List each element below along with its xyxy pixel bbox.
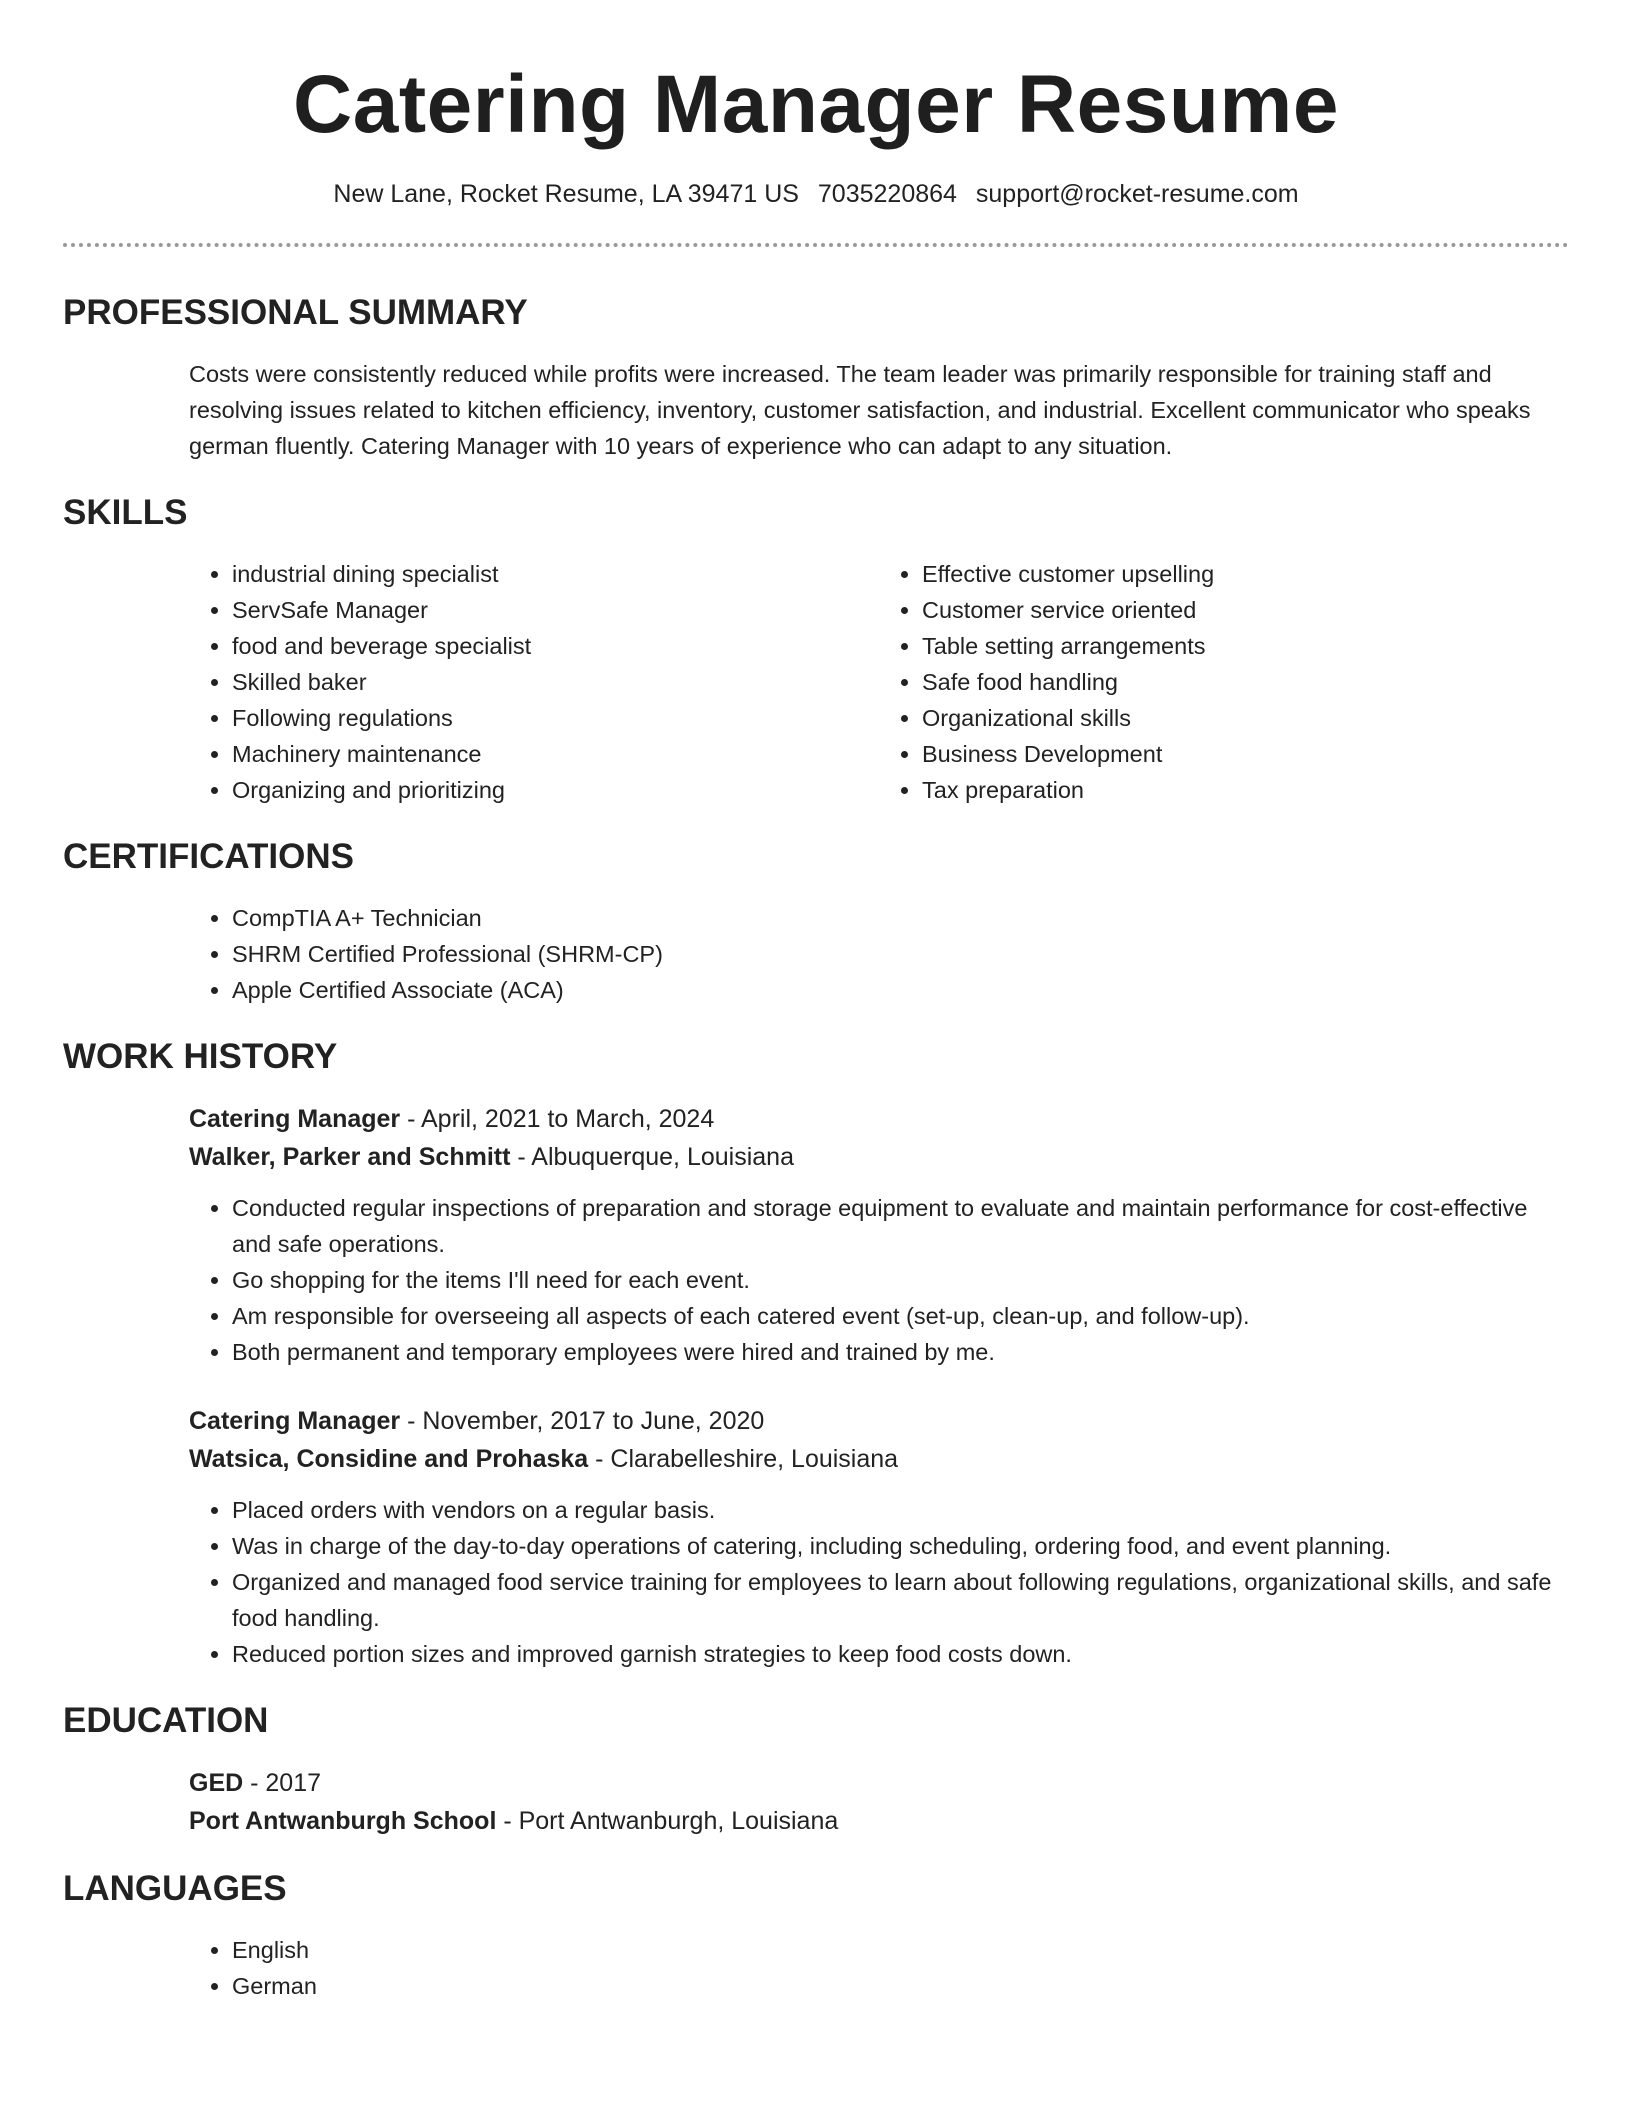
- job-title-line: [189, 1402, 1569, 1440]
- education-degree: GED: [189, 1768, 244, 1797]
- skills-list-left: [189, 556, 879, 808]
- languages-list: [189, 1932, 1569, 2004]
- skill-item: • Organizing and prioritizing: [232, 772, 879, 808]
- education-section: [63, 1700, 1569, 1840]
- work-history-section: [63, 1036, 1569, 1672]
- job-duty: • Conducted regular inspections of preparation and storage equipment to evaluate and maintain performance for cost-effective and safe operations.: [232, 1190, 1569, 1262]
- section-title-education: EDUCATION: [63, 1700, 269, 1740]
- job-dates: - November, 2017 to June, 2020: [400, 1406, 765, 1435]
- summary-text: Costs were consistently reduced while profits were increased. The team leader was primarily responsible for training staff and resolving issues related to kitchen efficiency, inventory, customer satisfaction, and industrial. Excellent communicator who speaks german fluently. Catering Manager with 10 years of experience who can adapt to any situation.: [189, 360, 1531, 459]
- resume-title: Catering Manager Resume: [293, 59, 1339, 150]
- job-role: Catering Manager: [189, 1406, 401, 1435]
- job-duty: • Both permanent and temporary employees were hired and trained by me.: [232, 1334, 1569, 1370]
- skill-item: • Machinery maintenance: [232, 736, 879, 772]
- contact-email: support@rocket-resume.com: [975, 180, 1299, 209]
- job-location: - Clarabelleshire, Louisiana: [588, 1444, 899, 1473]
- job-duty: • Placed orders with vendors on a regular basis.: [232, 1492, 1569, 1528]
- section-title-skills: SKILLS: [63, 492, 188, 532]
- certifications-section: [63, 836, 1569, 1008]
- job-role: Catering Manager: [189, 1104, 401, 1133]
- job-title-line: [189, 1100, 1569, 1138]
- language-item: • German: [232, 1968, 1569, 2004]
- job-duty: • Reduced portion sizes and improved garnish strategies to keep food costs down.: [232, 1636, 1569, 1672]
- section-title-work-history: WORK HISTORY: [63, 1036, 338, 1076]
- job-entry: [189, 1100, 1569, 1370]
- job-company-line: [189, 1440, 1569, 1478]
- job-duty: • Go shopping for the items I'll need for each event.: [232, 1262, 1569, 1298]
- skill-item: • Safe food handling: [922, 664, 1569, 700]
- skill-item: • Business Development: [922, 736, 1569, 772]
- education-year: - 2017: [243, 1768, 322, 1797]
- job-duty: • Organized and managed food service training for employees to learn about following regulations, organizational skills, and safe food handling.: [232, 1564, 1569, 1636]
- skill-item: • industrial dining specialist: [232, 556, 879, 592]
- job-company: Walker, Parker and Schmitt: [189, 1142, 511, 1171]
- skill-item: • Skilled baker: [232, 664, 879, 700]
- section-title-languages: LANGUAGES: [63, 1868, 287, 1908]
- section-title-certifications: CERTIFICATIONS: [63, 836, 355, 876]
- job-duty: • Am responsible for overseeing all aspects of each catered event (set-up, clean-up, and follow-up).: [232, 1298, 1569, 1334]
- skill-item: • food and beverage specialist: [232, 628, 879, 664]
- job-company-line: [189, 1138, 1569, 1176]
- summary-section: [63, 292, 1569, 464]
- contact-phone: 7035220864: [817, 180, 957, 209]
- skill-item: • ServSafe Manager: [232, 592, 879, 628]
- job-entry: [189, 1402, 1569, 1672]
- contact-line: [63, 178, 1569, 211]
- job-duty: • Was in charge of the day-to-day operations of catering, including scheduling, ordering food, and event planning.: [232, 1528, 1569, 1564]
- skill-item: • Following regulations: [232, 700, 879, 736]
- job-duties-list: [189, 1190, 1569, 1370]
- skills-section: [63, 492, 1569, 808]
- education-school: Port Antwanburgh School: [189, 1806, 497, 1835]
- skills-list-right: [879, 556, 1569, 808]
- skill-item: • Organizational skills: [922, 700, 1569, 736]
- skill-item: • Table setting arrangements: [922, 628, 1569, 664]
- skill-item: • Tax preparation: [922, 772, 1569, 808]
- education-school-line: [189, 1802, 1569, 1840]
- resume-header: [63, 0, 1569, 211]
- education-location: - Port Antwanburgh, Louisiana: [496, 1806, 839, 1835]
- contact-address: New Lane, Rocket Resume, LA 39471 US: [333, 180, 799, 209]
- certifications-list: [189, 900, 1569, 1008]
- certification-item: • SHRM Certified Professional (SHRM-CP): [232, 936, 1569, 972]
- skill-item: • Effective customer upselling: [922, 556, 1569, 592]
- job-company: Watsica, Considine and Prohaska: [189, 1444, 589, 1473]
- education-degree-line: [189, 1764, 1569, 1802]
- certification-item: • CompTIA A+ Technician: [232, 900, 1569, 936]
- job-duties-list: [189, 1492, 1569, 1672]
- skill-item: • Customer service oriented: [922, 592, 1569, 628]
- certification-item: • Apple Certified Associate (ACA): [232, 972, 1569, 1008]
- section-title-summary: PROFESSIONAL SUMMARY: [63, 292, 528, 332]
- job-dates: - April, 2021 to March, 2024: [400, 1104, 715, 1133]
- language-item: • English: [232, 1932, 1569, 1968]
- header-divider: [63, 243, 1569, 247]
- languages-section: [63, 1868, 1569, 2004]
- job-location: - Albuquerque, Louisiana: [510, 1142, 794, 1171]
